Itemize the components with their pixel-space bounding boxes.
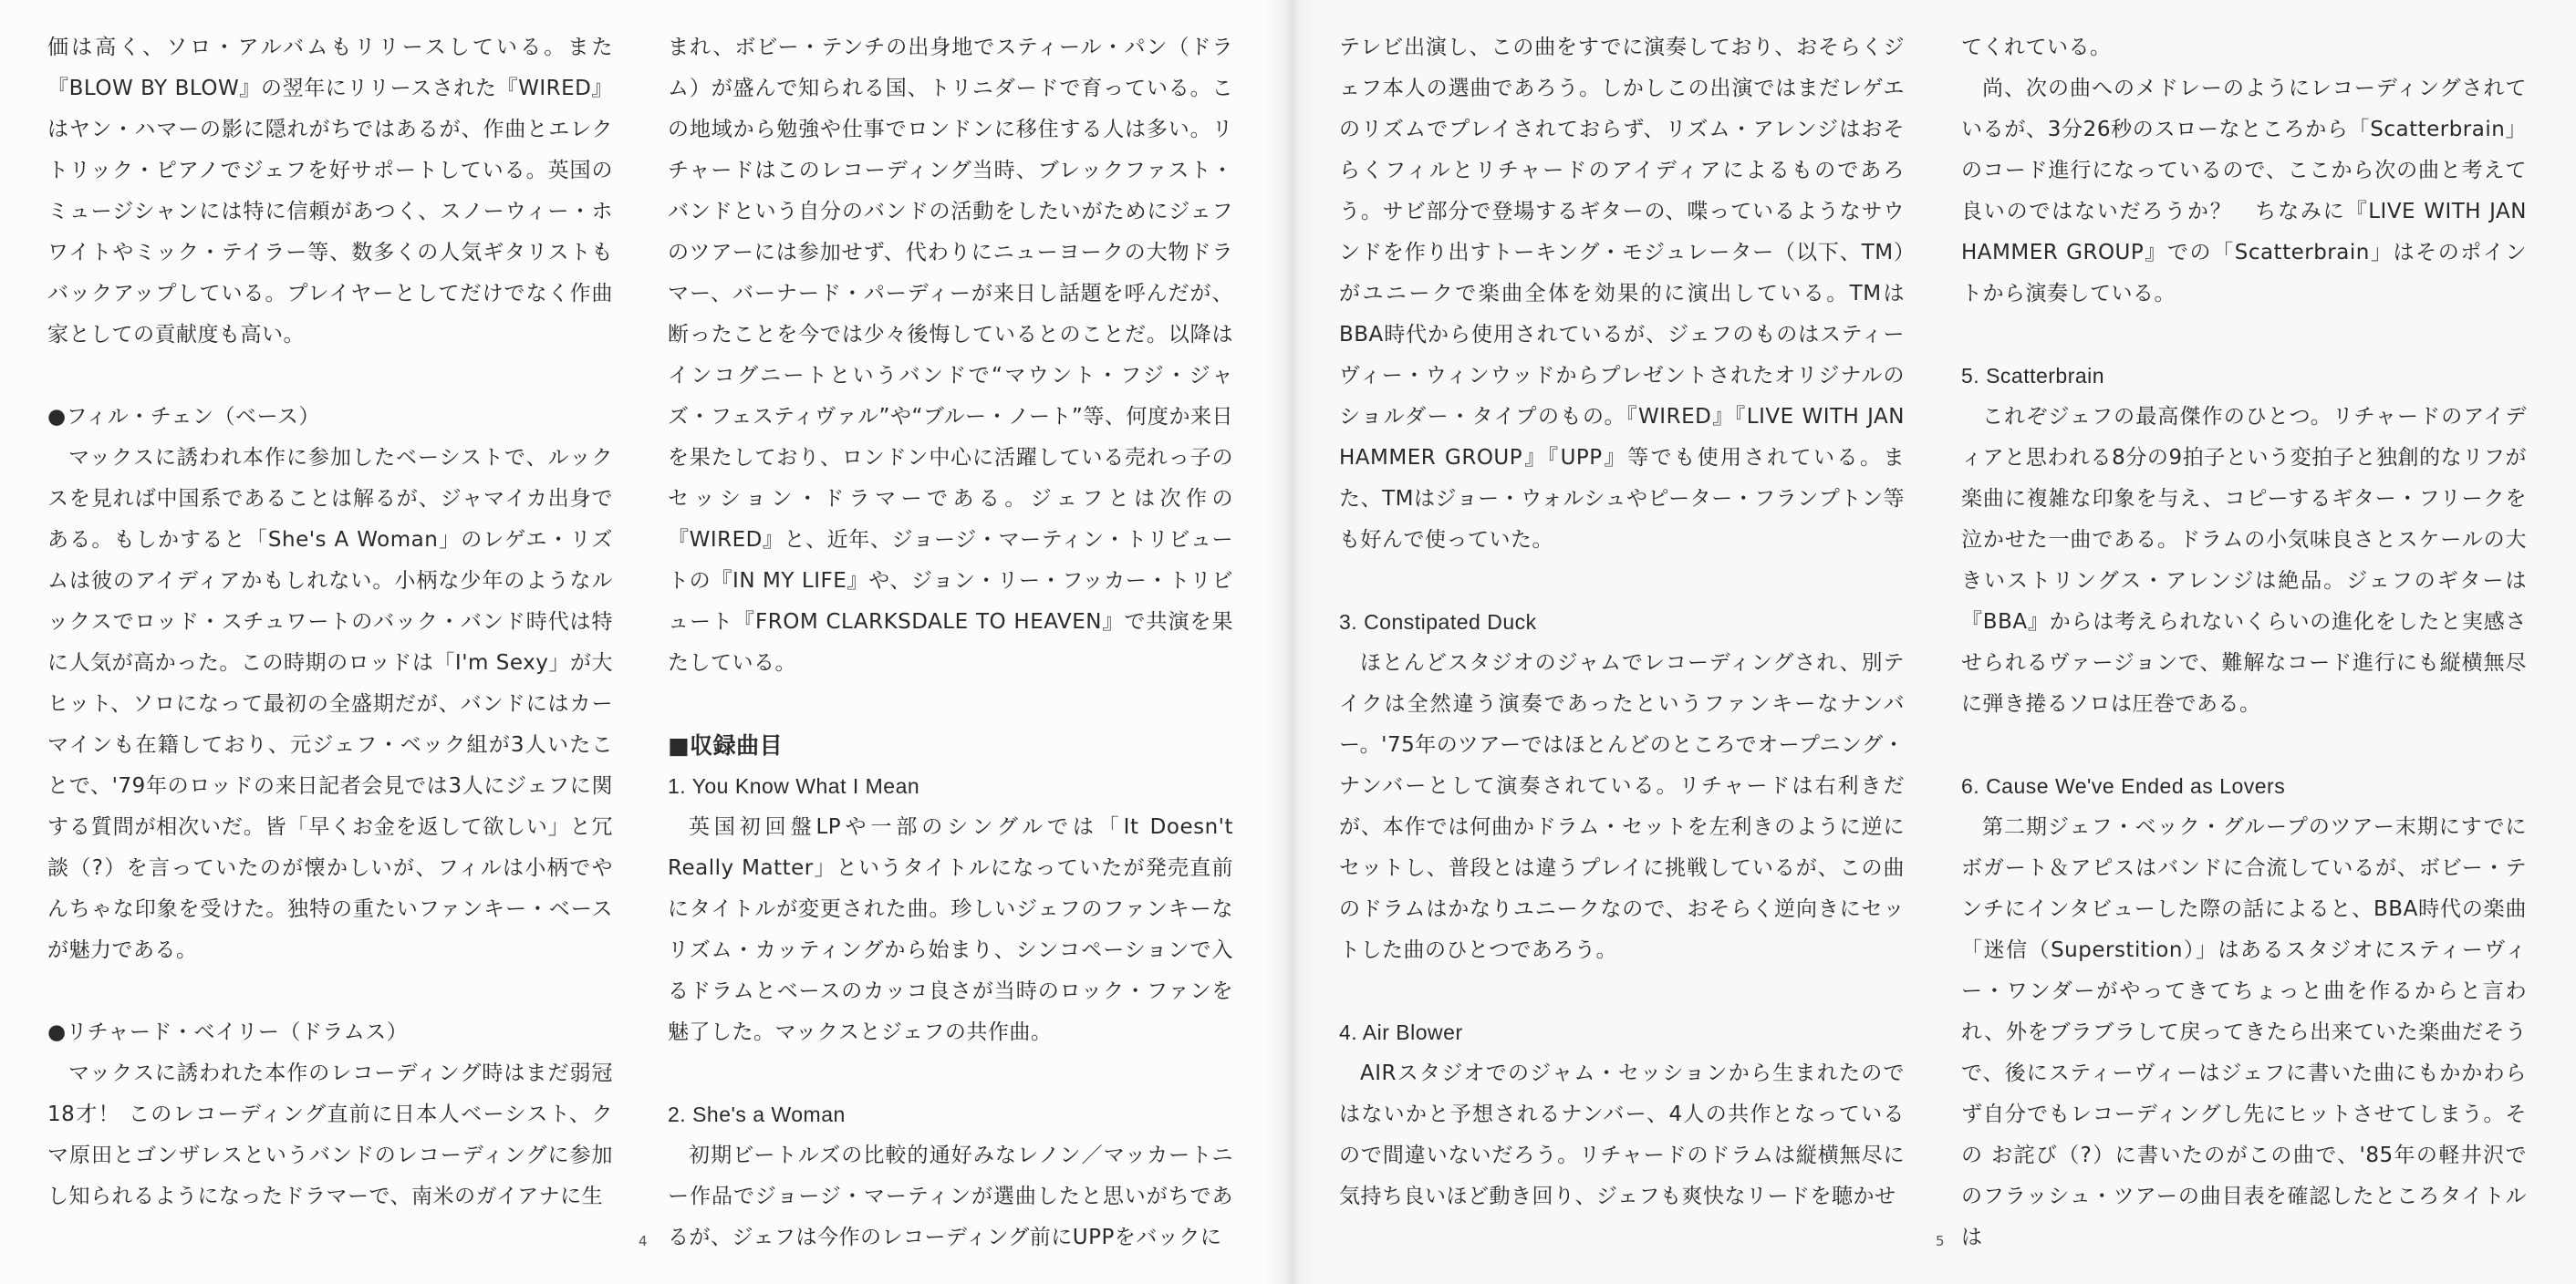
track-2-body: 初期ビートルズの比較的通好みなレノン／マッカートニー作品でジョージ・マーティンが選曲したと思いがちであるが、ジェフは今作のレコーディング前にUPPをバックに: [668, 1144, 1233, 1249]
richard-bailey-heading: ●リチャード・ベイリー（ドラムス）: [47, 1020, 409, 1044]
track-4-title: 4. Air Blower: [1339, 1020, 1463, 1044]
track-6-title: 6. Cause We've Ended as Lovers: [1961, 774, 2286, 798]
spacer: [47, 356, 613, 397]
spacer: [668, 684, 1233, 725]
page-number-right: 5: [1936, 1233, 1945, 1249]
track-4-body-continued: てくれている。: [1961, 36, 2112, 59]
track-3-body: ほとんどスタジオのジャムでレコーディングされ、別テイクは全然違う演奏であったというファンキーなナンバー。'75年のツアーではほとんどのところでオープニング・ナンバーとして演奏されている。リチャードは右利きだが、本作では何曲かドラム・セットを左利きのように逆にセットし、普段とは違うプレイに挑戦しているが、この曲のドラムはかなりユニークなので、おそらく逆向きにセットした曲のひとつであろう。: [1339, 651, 1905, 962]
track-4-note: 尚、次の曲へのメドレーのようにレコーディングされているが、3分26秒のスローなところから「Scatterbrain」のコード進行になっているので、ここから次の曲と考えて良いのではないだろうか？ ちなみに『LIVE WITH JAN HAMMER GROUP』での「Scatterbrain」はそのポイントから演奏している。: [1961, 77, 2527, 305]
track-5-title: 5. Scatterbrain: [1961, 364, 2105, 388]
spacer: [47, 971, 613, 1012]
column-2: [668, 27, 1233, 1258]
book-gutter-shadow: [1263, 0, 1318, 1284]
column-4: [1961, 27, 2527, 1258]
track-2-title: 2. She's a Woman: [668, 1103, 846, 1126]
track-5-body: これぞジェフの最高傑作のひとつ。リチャードのアイディアと思われる8分の9拍子という変拍子と独創的なリフが楽曲に複雑な印象を与え、コピーするギター・フリークを泣かせた一曲である。ドラムの小気味良さとスケールの大きいストリングス・アレンジは絶品。ジェフのギターは『BBA』からは考えられないくらいの進化をしたと実感させられるヴァージョンで、難解なコード進行にも縦横無尽に弾き捲るソロは圧巻である。: [1961, 405, 2527, 716]
richard-bailey-body-continued: まれ、ボビー・テンチの出身地でスティール・パン（ドラム）が盛んで知られる国、トリニダードで育っている。この地域から勉強や仕事でロンドンに移住する人は多い。リチャードはこのレコーディング当時、ブレックファスト・バンドという自分のバンドの活動をしたいがためにジェフのツアーには参加せず、代わりにニューヨークの大物ドラマー、バーナード・パーディーが来日し話題を呼んだが、断ったことを今では少々後悔しているとのことだ。以降はインコグニートというバンドで“マウント・フジ・ジャズ・フェスティヴァル”や“ブルー・ノート”等、何度か来日を果たしており、ロンドン中心に活躍している売れっ子のセッション・ドラマーである。ジェフとは次作の『WIRED』と、近年、ジョージ・マーティン・トリビュートの『IN MY LIFE』や、ジョン・リー・フッカー・トリビュート『FROM CLARKSDALE TO HEAVEN』で共演を果たしている。: [668, 36, 1233, 675]
intro-paragraph: 価は高く、ソロ・アルバムもリリースしている。また『BLOW BY BLOW』の翌年にリリースされた『WIRED』はヤン・ハマーの影に隠れがちではあるが、作曲とエレクトリック・ピアノでジェフを好サポートしている。英国のミュージシャンには特に信頼があつく、スノーウィー・ホワイトやミック・テイラー等、数多くの人気ギタリストもバックアップしている。プレイヤーとしてだけでなく作曲家としての貢献度も高い。: [47, 36, 613, 347]
phil-chen-heading: ●フィル・チェン（ベース）: [47, 405, 320, 429]
spacer: [1339, 561, 1905, 602]
track-3-title: 3. Constipated Duck: [1339, 610, 1537, 634]
richard-bailey-body: マックスに誘われた本作のレコーディング時はまだ弱冠18才！ このレコーディング直前に日本人ベーシスト、ク マ原田とゴンザレスというバンドのレコーディングに参加し知られるようになったドラマーで、南米のガイアナに生: [47, 1061, 613, 1208]
spacer: [668, 1053, 1233, 1094]
track-6-body: 第二期ジェフ・ベック・グループのツアー末期にすでにボガート＆アピスはバンドに合流しているが、ボビー・テンチにインタビューした際の話によると、BBA時代の楽曲「迷信（Superstition）」はあるスタジオにスティーヴィー・ワンダーがやってきてちょっと曲を作るからと言われ、外をブラブラして戻ってきたら出来ていた楽曲だそうで、後にスティーヴィーはジェフに書いた曲にもかかわらず自分でもレコーディングし先にヒットさせてしまう。その お詫び（?）に書いたのがこの曲で、'85年の軽井沢でのフラッシュ・ツアーの曲目表を確認したところタイトルは: [1961, 815, 2527, 1249]
track-2-body-continued: テレビ出演し、この曲をすでに演奏しており、おそらくジェフ本人の選曲であろう。しかしこの出演ではまだレゲエのリズムでプレイされておらず、リズム・アレンジはおそらくフィルとリチャードのアイディアによるものであろう。サビ部分で登場するギターの、喋っているようなサウンドを作り出すトーキング・モジュレーター（以下、TM）がユニークで楽曲全体を効果的に演出している。TMはBBA時代から使用されているが、ジェフのものはスティーヴィー・ウィンウッドからプレゼントされたオリジナルのショルダー・タイプのもの。『WIRED』『LIVE WITH JAN HAMMER GROUP』『UPP』等でも使用されている。また、TMはジョー・ウォルシュやピーター・フランプトン等も好んで使っていた。: [1339, 36, 1905, 552]
track-4-body: AIRスタジオでのジャム・セッションから生まれたのではないかと予想されるナンバー、4人の共作となっているので間違いないだろう。リチャードのドラムは縦横無尽に気持ち良いほど動き回り、ジェフも爽快なリードを聴かせ: [1339, 1061, 1905, 1208]
column-1: [47, 27, 613, 1217]
track-list-heading: ■収録曲目: [668, 732, 784, 759]
page-number-left: 4: [639, 1233, 648, 1249]
phil-chen-body: マックスに誘われ本作に参加したベーシストで、ルックスを見れば中国系であることは解るが、ジャマイカ出身である。もしかすると「She's A Woman」のレゲエ・リズムは彼のアイディアかもしれない。小柄な少年のようなルックスでロッド・スチュワートのバック・バンド時代は特に人気が高かった。この時期のロッドは「I'm Sexy」が大ヒット、ソロになって最初の全盛期だが、バンドにはカーマインも在籍しており、元ジェフ・ベック組が3人いたことで、'79年のロッドの来日記者会見では3人にジェフに関する質問が相次いだ。皆「早くお金を返して欲しい」と冗談（?）を言っていたのが懐かしいが、フィルは小柄でやんちゃな印象を受けた。独特の重たいファンキー・ベースが魅力である。: [47, 446, 613, 962]
spacer: [1961, 725, 2527, 766]
spacer: [1339, 971, 1905, 1012]
track-1-body: 英国初回盤LPや一部のシングルでは「It Doesn't Really Matter」というタイトルになっていたが発売直前にタイトルが変更された曲。珍しいジェフのファンキーなリズム・カッティングから始まり、シンコペーションで入るドラムとベースのカッコ良さが当時のロック・ファンを魅了した。マックスとジェフの共作曲。: [668, 815, 1233, 1044]
left-page: [0, 0, 1286, 1284]
spacer: [1961, 315, 2527, 356]
column-3: [1339, 27, 1905, 1217]
track-1-title: 1. You Know What I Mean: [668, 774, 920, 798]
